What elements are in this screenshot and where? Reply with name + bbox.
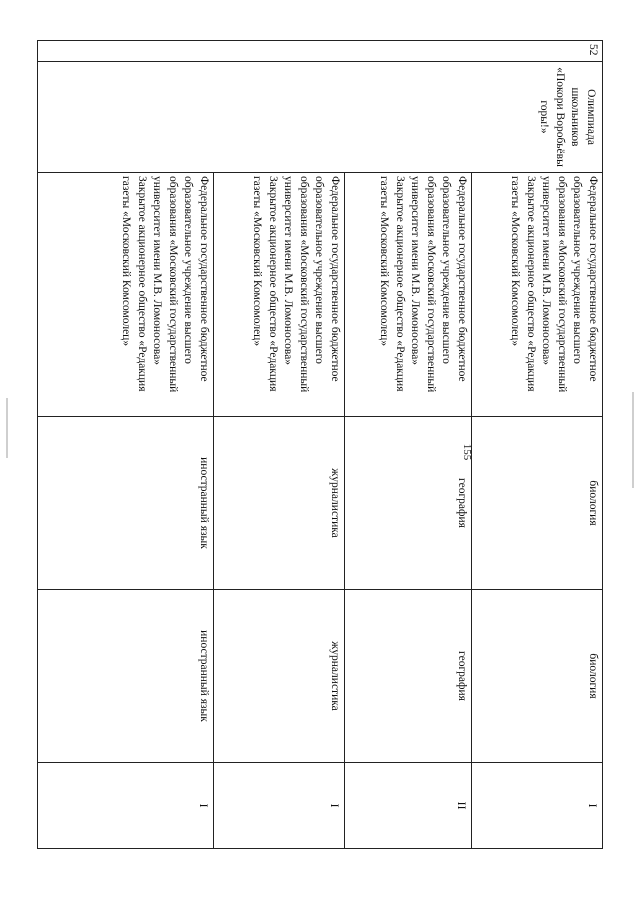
subject-cell: журналистика — [214, 590, 345, 763]
subject-cell: география — [345, 590, 472, 763]
row-number-cell: 52 — [38, 41, 603, 62]
page-number: 155 — [461, 443, 473, 461]
organizer-cell: Федеральное государственное бюджетное образовательное учреждение высшего образования «Московский государственный университет имени М.В. Ломоносова» Закрытое акционерное общество «Редакция газеты «Московский Комсомолец» — [38, 173, 214, 417]
profile-cell: журналистика — [214, 417, 345, 590]
scan-edge-mark — [632, 392, 634, 488]
level-cell: I — [38, 763, 214, 849]
profile-cell: биология — [472, 417, 603, 590]
rotated-table-container — [38, 40, 603, 848]
olympiad-name-cell: Олимпиада школьников «Покори Воробьёвы горы!» — [38, 62, 603, 173]
subject-cell: иностранный язык — [38, 590, 214, 763]
organizer-cell: Федеральное государственное бюджетное образовательное учреждение высшего образования «Московский государственный университет имени М.В. Ломоносова» Закрытое акционерное общество «Редакция газеты «Московский Комсомолец» — [345, 173, 472, 417]
organizer-cell: Федеральное государственное бюджетное образовательное учреждение высшего образования «Московский государственный университет имени М.В. Ломоносова» Закрытое акционерное общество «Редакция газеты «Московский Комсомолец» — [472, 173, 603, 417]
level-cell: I — [472, 763, 603, 849]
scan-edge-mark — [6, 398, 8, 458]
subject-cell: биология — [472, 590, 603, 763]
profile-cell: география — [345, 417, 472, 590]
organizer-cell: Федеральное государственное бюджетное образовательное учреждение высшего образования «Московский государственный университет имени М.В. Ломоносова» Закрытое акционерное общество «Редакция газеты «Московский Комсомолец» — [214, 173, 345, 417]
level-cell: I — [214, 763, 345, 849]
profile-cell: иностранный язык — [38, 417, 214, 590]
olympiad-table — [37, 40, 603, 849]
table-row — [472, 41, 603, 849]
level-cell: II — [345, 763, 472, 849]
